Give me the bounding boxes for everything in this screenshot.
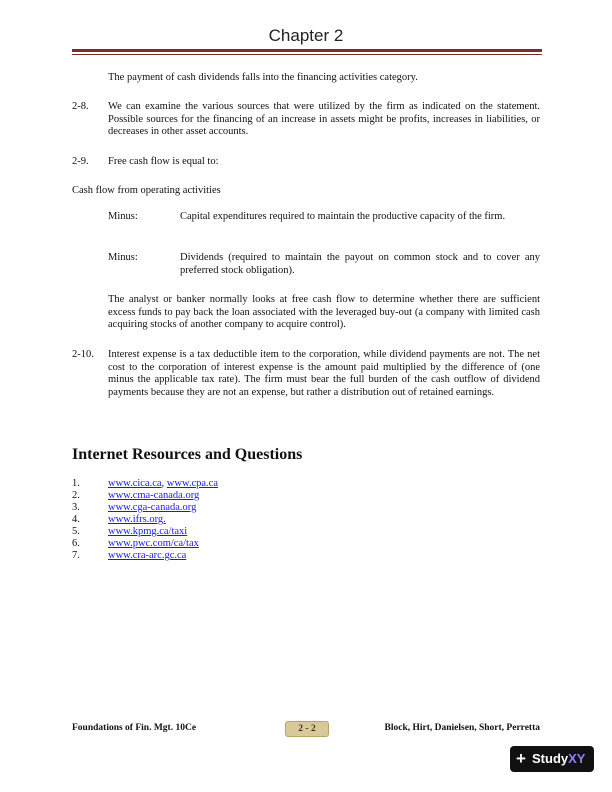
question-2-8-text: We can examine the various sources that were utilized by the firm as indicated on the statement. Possible sources for the financing of an increase in assets might be profits, increases in liabilities, or decreases in other asset accounts. bbox=[108, 101, 540, 137]
link-ifrs[interactable]: www.ifrs.org. bbox=[108, 514, 166, 525]
minus-dividends-text: Dividends (required to maintain the payout on common stock and to cover any preferred stock obligation). bbox=[180, 252, 540, 276]
list-number: 2. bbox=[72, 490, 80, 501]
list-number: 4. bbox=[72, 514, 80, 525]
list-number: 1. bbox=[72, 478, 80, 489]
question-number-2-10: 2-10. bbox=[72, 349, 94, 360]
link-cpa[interactable]: www.cpa.ca bbox=[166, 478, 219, 489]
analyst-paragraph: The analyst or banker normally looks at free cash flow to determine whether there are sufficient excess funds to pay back the loan associated with the leveraged buy-out (a company with limited cash acquiring stocks of another company to acquire control). bbox=[108, 294, 540, 330]
link-kpmg[interactable]: www.kpmg.ca/taxi bbox=[108, 526, 188, 537]
intro-paragraph: The payment of cash dividends falls into the financing activities category. bbox=[108, 72, 418, 83]
question-number-2-9: 2-9. bbox=[72, 156, 89, 167]
question-2-10-text: Interest expense is a tax deductible item to the corporation, while dividend payments are not. The net cost to the corporation of interest expense is the amount paid multiplied by the difference of (one minus the applicable tax rate). The firm must bear the full burden of the cash outflow of dividend payments because they are not an expense, but rather a distribution out of retained earnings. bbox=[108, 349, 540, 398]
header-rule-thick bbox=[72, 49, 542, 52]
list-number: 5. bbox=[72, 526, 80, 537]
minus-label: Minus: bbox=[108, 252, 138, 263]
list-number: 3. bbox=[72, 502, 80, 513]
resources-heading: Internet Resources and Questions bbox=[72, 446, 303, 463]
link-separator: , bbox=[161, 478, 167, 489]
list-number: 7. bbox=[72, 550, 80, 561]
question-number-2-8: 2-8. bbox=[72, 101, 89, 112]
chapter-title: Chapter 2 bbox=[268, 26, 344, 45]
link-cra-arc[interactable]: www.cra-arc.gc.ca bbox=[108, 550, 187, 561]
minus-capex-text: Capital expenditures required to maintain the productive capacity of the firm. bbox=[180, 211, 506, 222]
link-cga-canada[interactable]: www.cga-canada.org bbox=[108, 502, 197, 513]
minus-label: Minus: bbox=[108, 211, 138, 222]
page-number-badge: 2 - 2 bbox=[285, 721, 329, 737]
cash-flow-line: Cash flow from operating activities bbox=[72, 185, 221, 196]
footer-authors: Block, Hirt, Danielsen, Short, Perretta bbox=[384, 723, 540, 733]
studyxy-logo-text: StudyXY bbox=[532, 751, 586, 766]
footer-book-title: Foundations of Fin. Mgt. 10Ce bbox=[72, 723, 197, 733]
plus-icon: + bbox=[516, 749, 526, 768]
question-2-9-text: Free cash flow is equal to: bbox=[108, 156, 219, 167]
header-rule-thin bbox=[72, 54, 542, 55]
list-number: 6. bbox=[72, 538, 80, 549]
link-pwc[interactable]: www.pwc.com/ca/tax bbox=[108, 538, 199, 549]
studyxy-badge[interactable] bbox=[510, 746, 594, 772]
link-cica[interactable]: www.cica.ca bbox=[108, 478, 162, 489]
link-cma-canada[interactable]: www.cma-canada.org bbox=[108, 490, 200, 501]
